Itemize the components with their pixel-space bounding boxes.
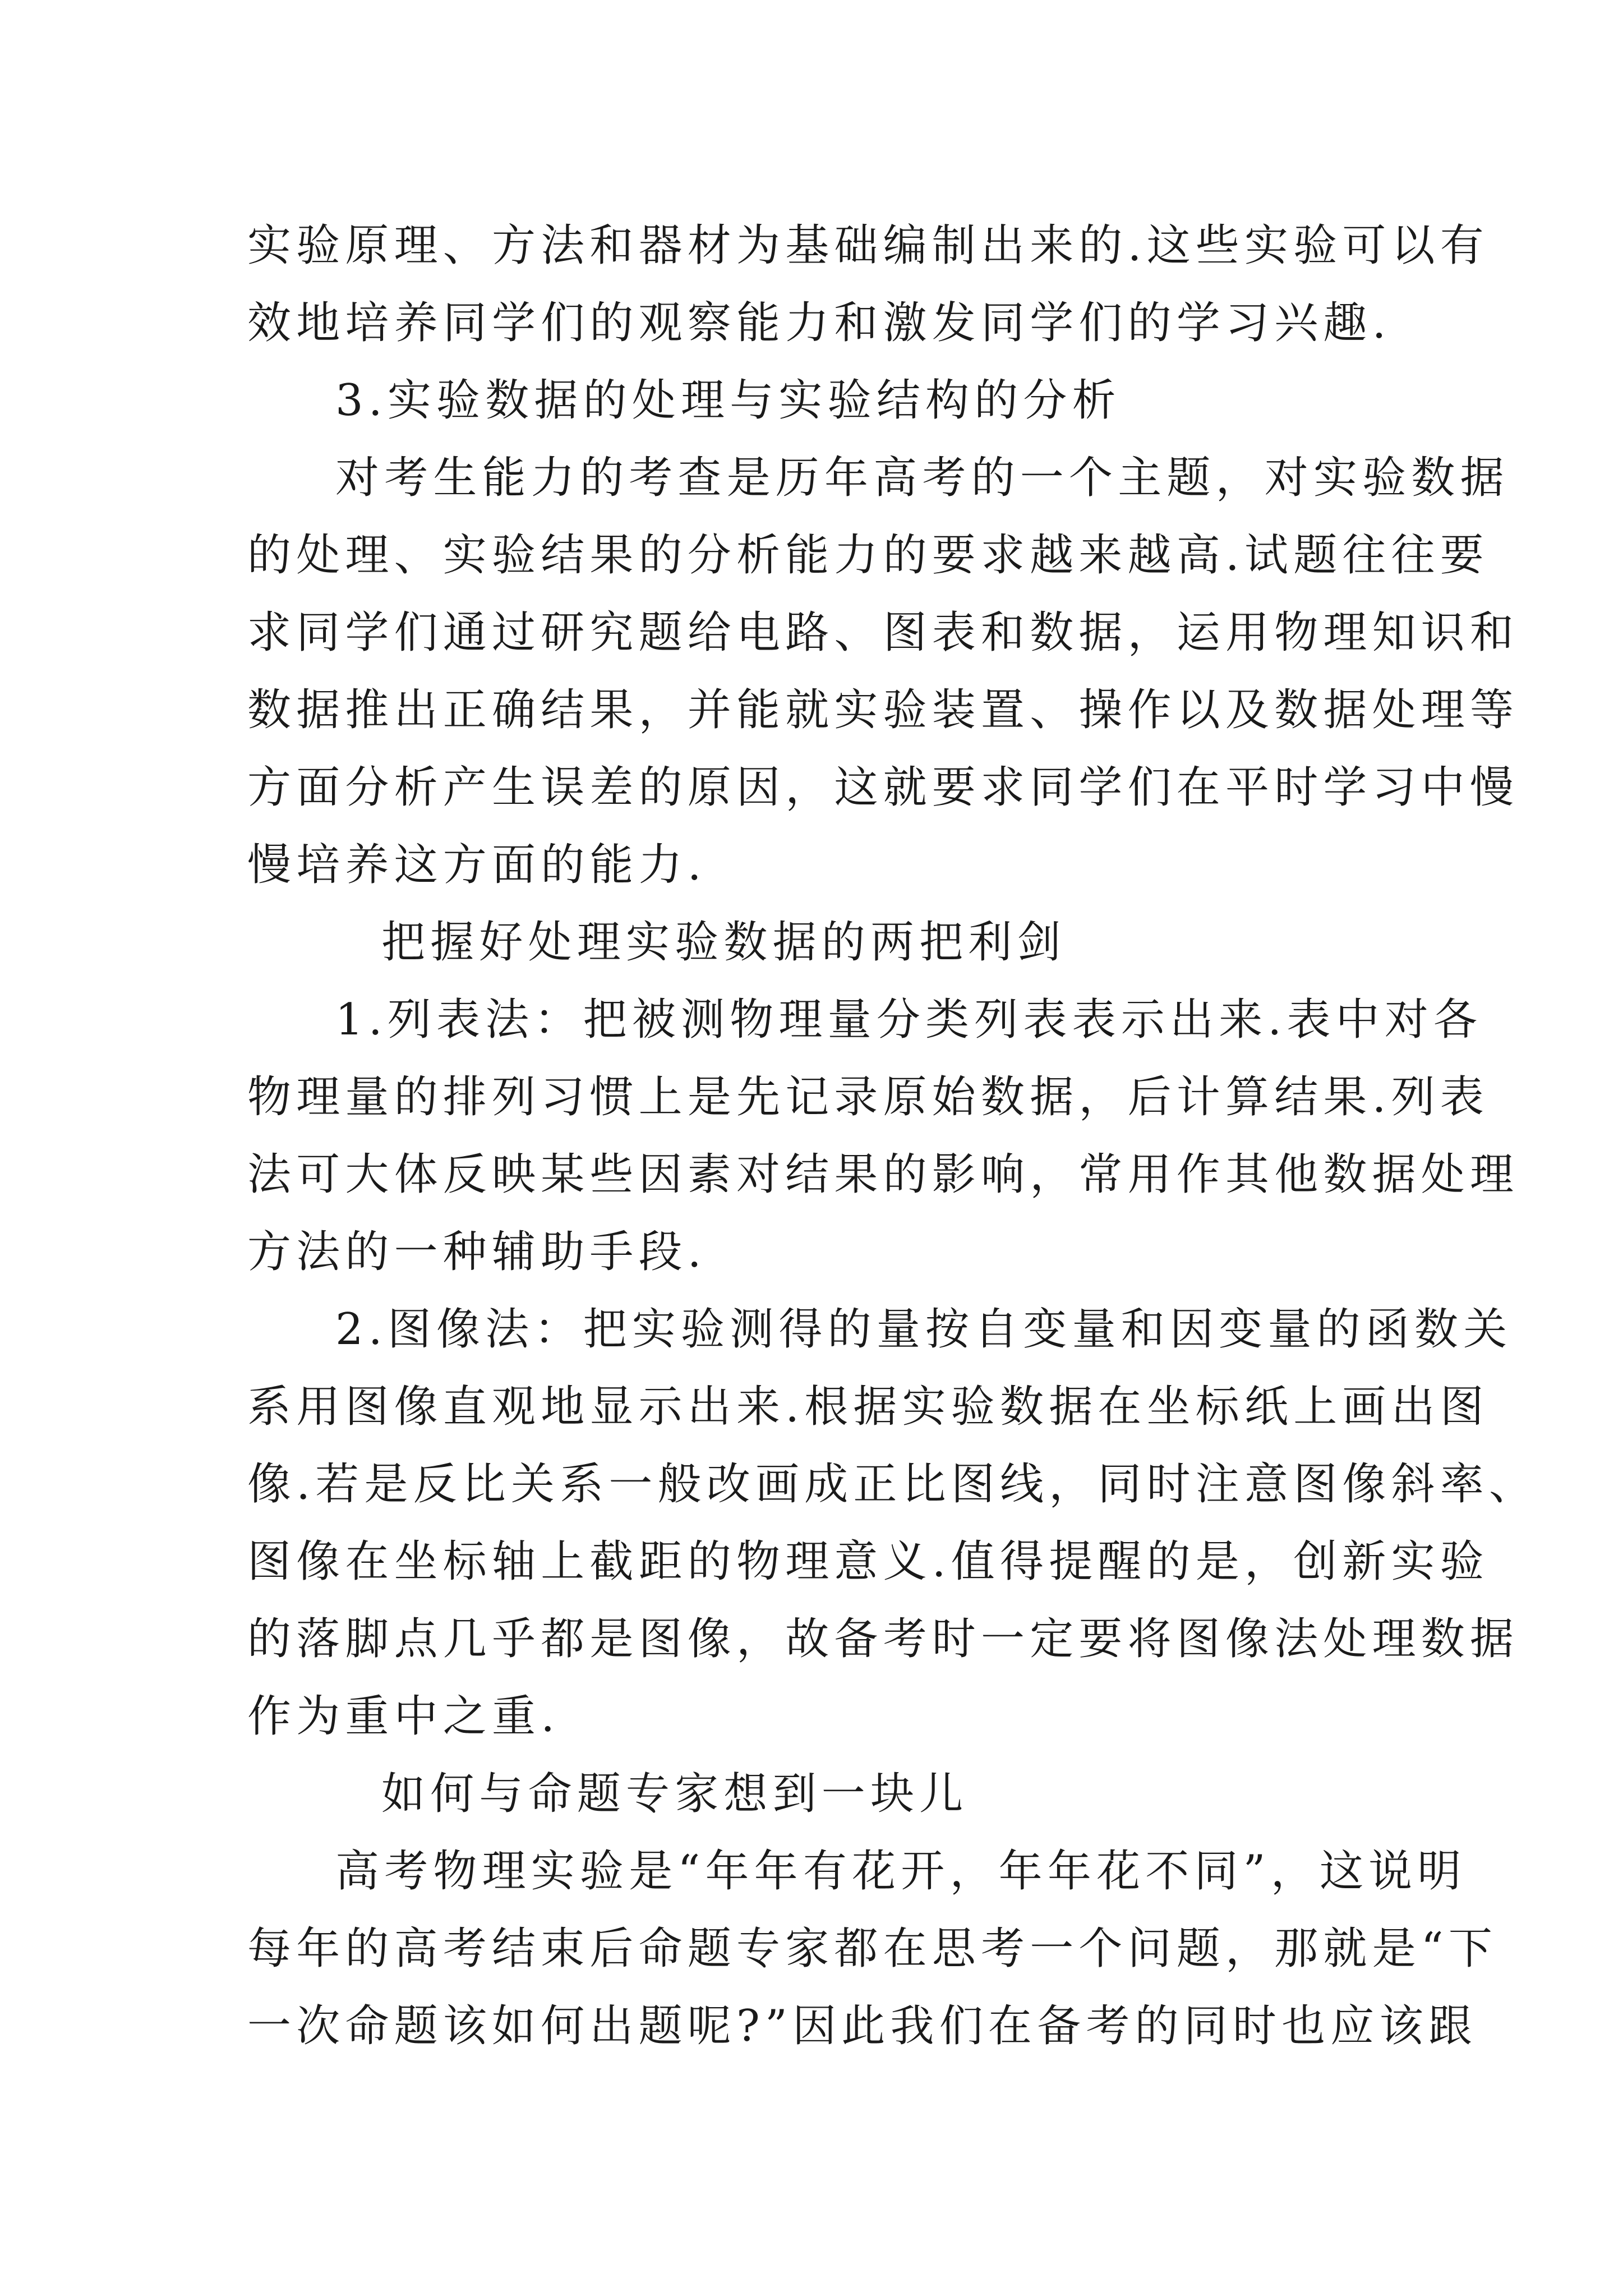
section-heading: 如何与命题专家想到一块儿 (381, 1769, 969, 1819)
paragraph-line: 法可大体反映某些因素对结果的影响，常用作其他数据处理 (247, 1149, 1519, 1200)
paragraph-line: 方法的一种辅助手段. (247, 1227, 707, 1277)
paragraph-line: 像.若是反比关系一般改画成正比图线，同时注意图像斜率、 (247, 1459, 1538, 1510)
paragraph-line: 物理量的排列习惯上是先记录原始数据，后计算结果.列表 (247, 1072, 1489, 1122)
paragraph-line: 1.列表法：把被测物理量分类列表表示出来.表中对各 (335, 995, 1483, 1045)
paragraph-line: 作为重中之重. (247, 1691, 560, 1742)
paragraph-line: 效地培养同学们的观察能力和激发同学们的学习兴趣. (247, 298, 1391, 348)
paragraph-line: 方面分析产生误差的原因，这就要求同学们在平时学习中慢 (247, 762, 1519, 813)
paragraph-line: 的处理、实验结果的分析能力的要求越来越高.试题往往要 (247, 530, 1489, 581)
paragraph-line: 实验原理、方法和器材为基础编制出来的.这些实验可以有 (247, 220, 1489, 271)
section-heading: 把握好处理实验数据的两把利剑 (381, 917, 1066, 968)
paragraph-line: 求同学们通过研究题给电路、图表和数据，运用物理知识和 (247, 608, 1519, 658)
paragraph-line: 对考生能力的考查是历年高考的一个主题，对实验数据 (335, 453, 1509, 503)
paragraph-line: 数据推出正确结果，并能就实验装置、操作以及数据处理等 (247, 685, 1519, 735)
paragraph-line: 的落脚点几乎都是图像，故备考时一定要将图像法处理数据 (247, 1614, 1519, 1664)
paragraph-line: 高考物理实验是“年年有花开，年年花不同”，这说明 (335, 1846, 1467, 1897)
paragraph-line: 每年的高考结束后命题专家都在思考一个问题，那就是“下 (247, 1924, 1498, 1974)
paragraph-line: 一次命题该如何出题呢?”因此我们在备考的同时也应该跟 (247, 2001, 1477, 2051)
paragraph-line: 慢培养这方面的能力. (247, 840, 707, 890)
paragraph-line: 图像在坐标轴上截距的物理意义.值得提醒的是，创新实验 (247, 1536, 1489, 1587)
paragraph-line: 2.图像法：把实验测得的量按自变量和因变量的函数关 (335, 1304, 1513, 1355)
paragraph-line: 系用图像直观地显示出来.根据实验数据在坐标纸上画出图 (247, 1382, 1489, 1432)
section-heading: 3.实验数据的处理与实验结构的分析 (335, 375, 1121, 426)
